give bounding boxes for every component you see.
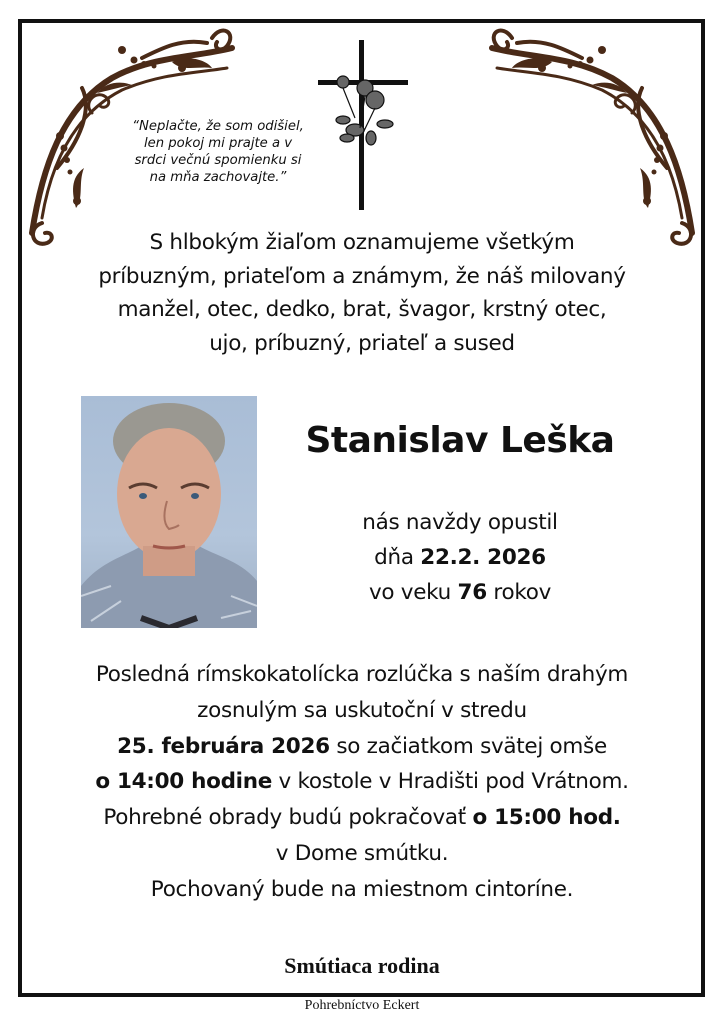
mass-time: o 14:00 hodine <box>95 769 273 795</box>
mourning-family-signature: Smútiaca rodina <box>284 953 440 978</box>
age-line <box>290 575 630 610</box>
announcement-intro <box>40 226 684 360</box>
deceased-name: Stanislav Leška <box>305 420 615 461</box>
rites-time: o 15:00 hod. <box>472 805 621 831</box>
age-value: 76 <box>457 580 487 605</box>
ceremony-line <box>40 800 684 836</box>
age-prefix: vo veku <box>369 580 451 605</box>
quote-line: “Neplačte, že som odišiel, <box>132 119 304 134</box>
intro-line: príbuzným, priateľom a známym, že náš milovaný <box>98 263 626 289</box>
date-of-death-line <box>290 540 630 575</box>
quote-line: srdci večnú spomienku si <box>134 153 302 168</box>
ceremony-line: zosnulým sa uskutoční v stredu <box>197 697 527 723</box>
ceremony-text: Pohrebné obrady budú pokračovať <box>103 805 473 831</box>
church-location: v kostole v Hradišti pod Vrátnom. <box>272 769 629 795</box>
funeral-home-name: Pohrebníctvo Eckert <box>304 998 420 1013</box>
cross-with-roses-icon <box>315 38 411 214</box>
death-details <box>290 505 630 610</box>
intro-line: S hlbokým žiaľom oznamujeme všetkým <box>149 230 575 255</box>
ceremony-text: so začiatkom svätej omše <box>329 733 607 759</box>
ceremony-line: Posledná rímskokatolícka rozlúčka s naším drahým <box>95 662 629 687</box>
date-prefix: dňa <box>374 545 414 570</box>
funeral-date: 25. februára 2026 <box>117 733 330 759</box>
age-suffix: rokov <box>493 580 551 605</box>
date-of-death: 22.2. 2026 <box>420 545 546 570</box>
left-us-text: nás navždy opustil <box>362 510 558 535</box>
intro-line: ujo, príbuzný, priateľ a sused <box>209 330 515 356</box>
quote-line: len pokoj mi prajte a v <box>143 136 293 151</box>
funeral-ceremony-details <box>40 657 684 908</box>
ceremony-line: v Dome smútku. <box>275 840 449 866</box>
ornament-corner-right-icon <box>482 18 702 248</box>
ceremony-line <box>40 729 684 765</box>
memorial-quote <box>120 118 316 186</box>
ceremony-line: Pochovaný bude na miestnom cintoríne. <box>150 876 574 902</box>
quote-line: na mňa zachovajte.” <box>149 170 287 185</box>
ceremony-line <box>40 764 684 800</box>
deceased-portrait-photo <box>81 396 257 628</box>
intro-line: manžel, otec, dedko, brat, švagor, krstný otec, <box>117 297 607 322</box>
